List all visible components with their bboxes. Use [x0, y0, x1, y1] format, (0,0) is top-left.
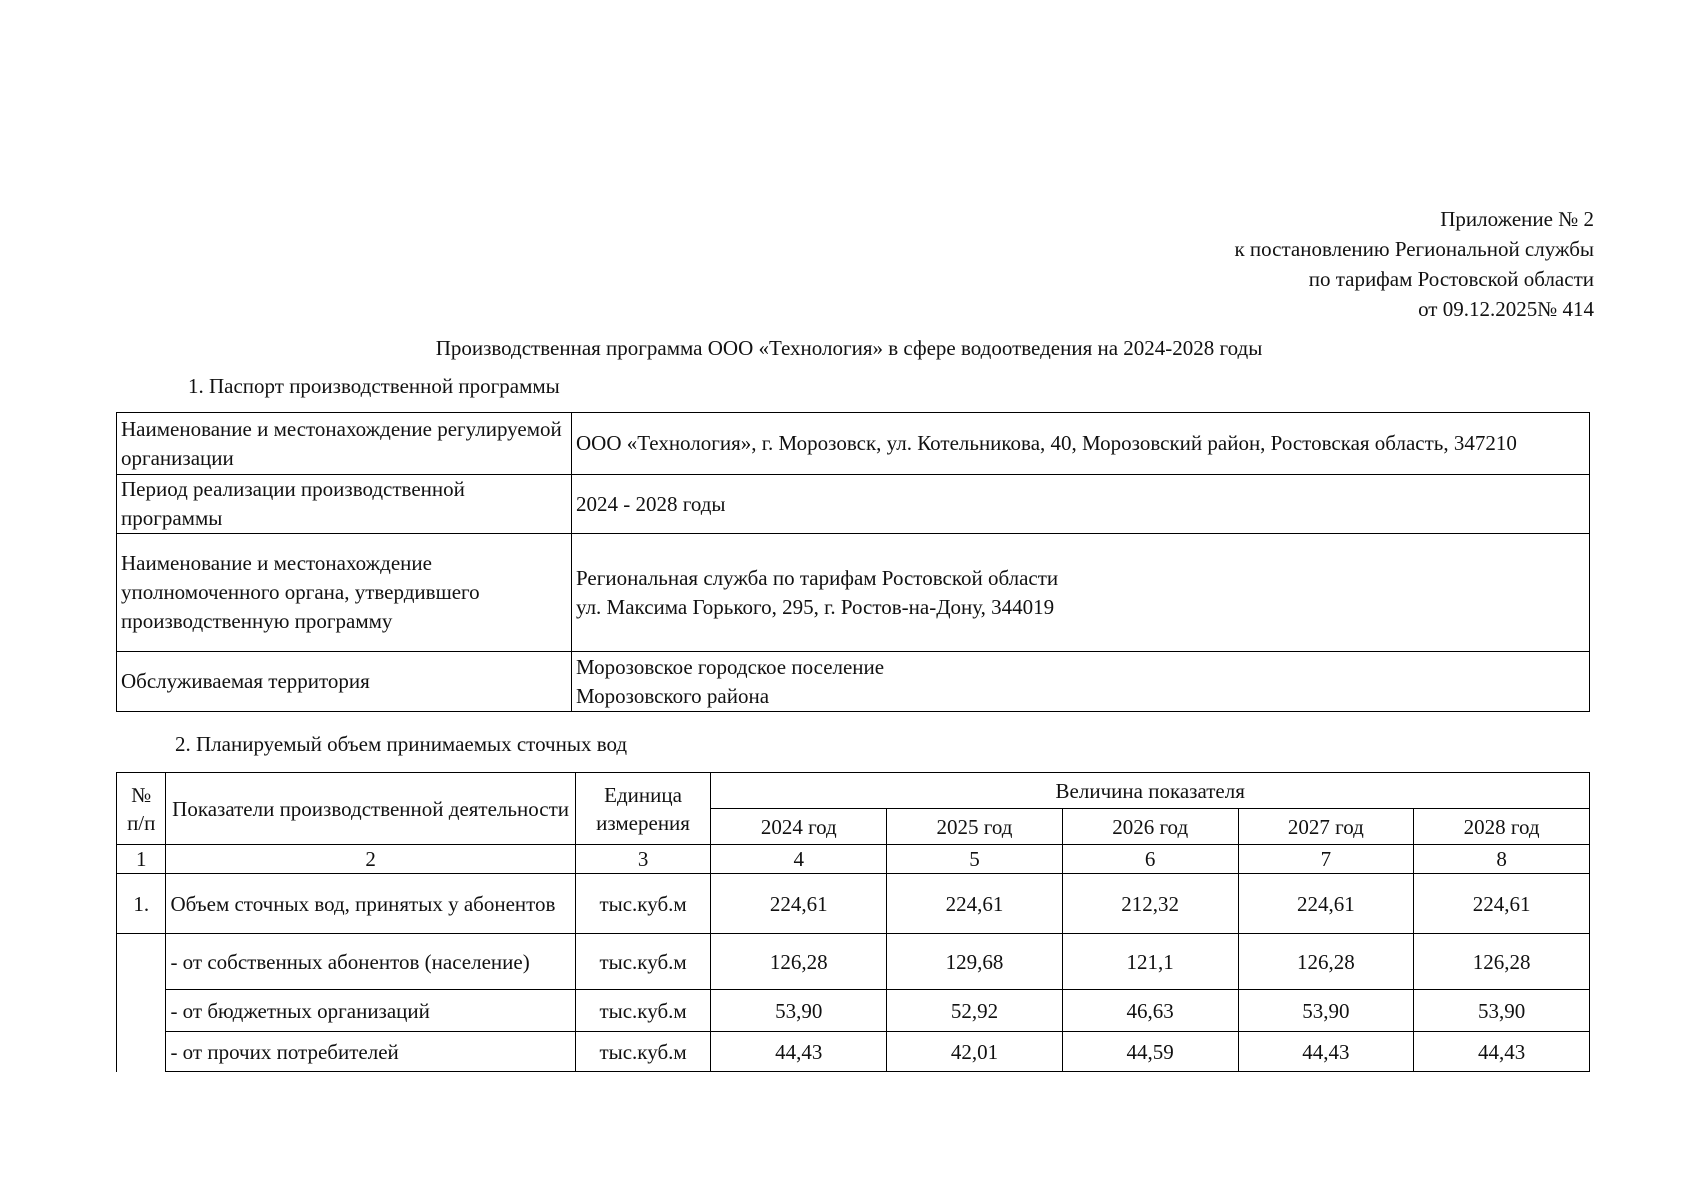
- table-row: [117, 934, 1590, 990]
- row-num: 1.: [117, 874, 166, 934]
- passport-label: Наименование и местонахождение регулируемой организации: [117, 413, 572, 475]
- table-row: [117, 874, 1590, 934]
- passport-value: [572, 652, 1590, 712]
- row-value: 129,68: [887, 934, 1063, 990]
- row-value: 224,61: [887, 874, 1063, 934]
- column-number: 5: [887, 845, 1063, 874]
- passport-value-line: ул. Максима Горького, 295, г. Ростов-на-Дону, 344019: [576, 594, 1055, 619]
- header-year: 2028 год: [1414, 809, 1590, 845]
- document-title: Производственная программа ООО «Технология» в сфере водоотведения на 2024-2028 годы: [435, 336, 1263, 360]
- row-indicator: Объем сточных вод, принятых у абонентов: [166, 874, 575, 934]
- table-row: [117, 990, 1590, 1032]
- row-indicator: - от бюджетных организаций: [166, 990, 575, 1032]
- volume-table: [116, 772, 1590, 1072]
- row-value: 44,43: [1238, 1032, 1414, 1072]
- row-value: 212,32: [1062, 874, 1238, 934]
- section-heading-volume: 2. Планируемый объем принимаемых сточных вод: [175, 732, 628, 756]
- passport-value-line: Морозовское городское поселение: [576, 654, 885, 679]
- row-unit: тыс.куб.м: [575, 1032, 711, 1072]
- appendix-header: [994, 204, 1594, 324]
- appendix-line: Приложение № 2: [1440, 207, 1594, 231]
- table-row: [117, 475, 1590, 534]
- column-number: 7: [1238, 845, 1414, 874]
- header-year: 2024 год: [711, 809, 887, 845]
- row-value: 44,59: [1062, 1032, 1238, 1072]
- passport-label: Наименование и местонахождение уполномоченного органа, утвердившего производственную программу: [117, 534, 572, 652]
- row-value: 52,92: [887, 990, 1063, 1032]
- passport-label: Период реализации производственной программы: [117, 475, 572, 534]
- table-row: [117, 1032, 1590, 1072]
- appendix-line: к постановлению Региональной службы: [1234, 237, 1594, 261]
- row-value: 126,28: [711, 934, 887, 990]
- header-indicator: Показатели производственной деятельности: [166, 773, 575, 845]
- row-value: 53,90: [711, 990, 887, 1032]
- column-number: 3: [575, 845, 711, 874]
- column-number: 2: [166, 845, 575, 874]
- table-row: [117, 652, 1590, 712]
- column-number: 4: [711, 845, 887, 874]
- row-value: 46,63: [1062, 990, 1238, 1032]
- column-number: 1: [117, 845, 166, 874]
- column-number-row: [117, 845, 1590, 874]
- row-value: 224,61: [1238, 874, 1414, 934]
- row-value: 126,28: [1414, 934, 1590, 990]
- row-value: 44,43: [711, 1032, 887, 1072]
- row-unit: тыс.куб.м: [575, 874, 711, 934]
- appendix-line: по тарифам Ростовской области: [1308, 267, 1594, 291]
- passport-value-line: Региональная служба по тарифам Ростовской области: [576, 565, 1059, 590]
- row-value: 224,61: [1414, 874, 1590, 934]
- header-year: 2026 год: [1062, 809, 1238, 845]
- appendix-line: от 09.12.2025№ 414: [1418, 297, 1594, 321]
- table-row: [117, 534, 1590, 652]
- row-indicator: - от прочих потребителей: [166, 1032, 575, 1072]
- section-heading-passport: 1. Паспорт производственной программы: [188, 374, 560, 398]
- table-header-row: [117, 773, 1590, 809]
- row-value: 42,01: [887, 1032, 1063, 1072]
- column-number: 6: [1062, 845, 1238, 874]
- row-value: 53,90: [1414, 990, 1590, 1032]
- row-indicator: - от собственных абонентов (население): [166, 934, 575, 990]
- row-value: 121,1: [1062, 934, 1238, 990]
- row-unit: тыс.куб.м: [575, 990, 711, 1032]
- table-row: [117, 413, 1590, 475]
- row-unit: тыс.куб.м: [575, 934, 711, 990]
- passport-label: Обслуживаемая территория: [117, 652, 572, 712]
- passport-table: [116, 412, 1590, 712]
- passport-value: 2024 - 2028 годы: [572, 475, 1590, 534]
- header-num: № п/п: [117, 773, 166, 845]
- row-value: 224,61: [711, 874, 887, 934]
- header-value-group: Величина показателя: [711, 773, 1590, 809]
- row-value: 53,90: [1238, 990, 1414, 1032]
- row-value: 126,28: [1238, 934, 1414, 990]
- passport-value: ООО «Технология», г. Морозовск, ул. Котельникова, 40, Морозовский район, Ростовская область, 347210: [572, 413, 1590, 475]
- column-number: 8: [1414, 845, 1590, 874]
- passport-value-line: Морозовского района: [576, 683, 770, 708]
- row-num: [117, 934, 166, 1072]
- header-year: 2025 год: [887, 809, 1063, 845]
- row-value: 44,43: [1414, 1032, 1590, 1072]
- header-unit: Единица измерения: [575, 773, 711, 845]
- passport-value: [572, 534, 1590, 652]
- header-year: 2027 год: [1238, 809, 1414, 845]
